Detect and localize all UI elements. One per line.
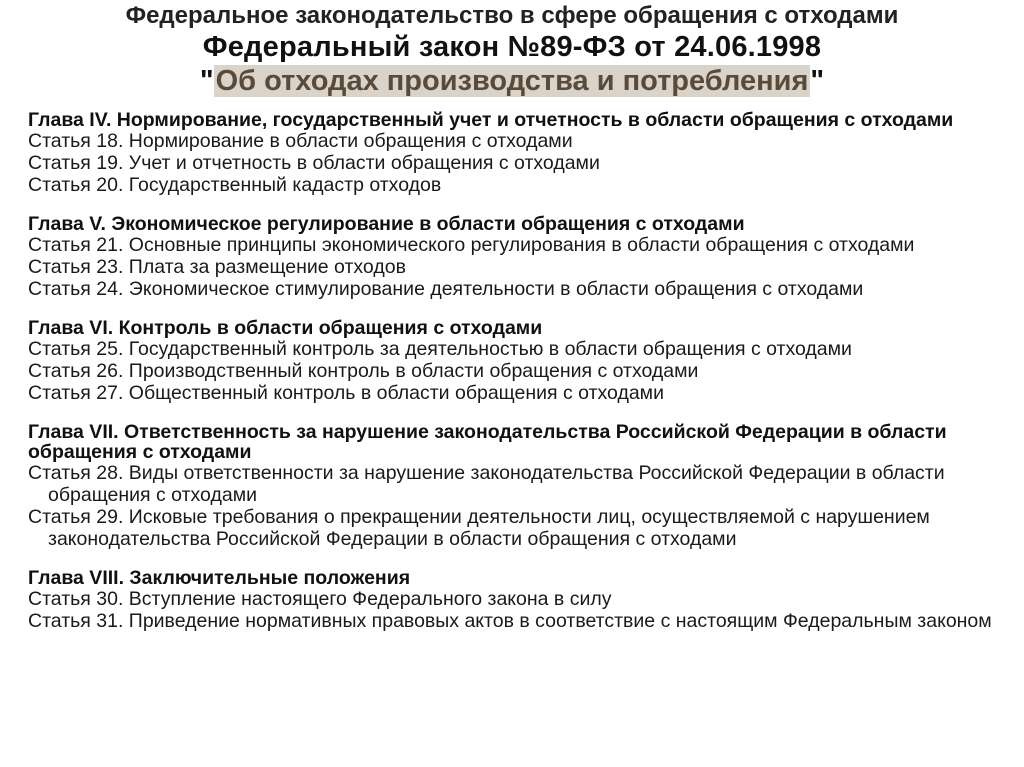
page-header (0, 2, 1024, 98)
header-quote-open: " (199, 65, 214, 97)
chapter-title: Глава VIII. Заключительные положения (28, 567, 411, 589)
header-law-title-highlight: Об отходах производства и потребления (215, 65, 809, 97)
chapter-title: Глава VI. Контроль в области обращения с отходами (28, 317, 543, 339)
chapter-title: Глава VII. Ответственность за нарушение законодательства Российской Федерации в области обращения с отходами (28, 421, 947, 463)
chapter-title: Глава V. Экономическое регулирование в области обращения с отходами (28, 213, 745, 235)
chapter-7 (28, 422, 1018, 550)
article-31: Статья 31. Приведение нормативных правовых актов в соответствие с настоящим Федеральным законом (28, 610, 992, 632)
article-26: Статья 26. Производственный контроль в области обращения с отходами (28, 360, 699, 382)
header-law-title (0, 64, 1024, 98)
article-27: Статья 27. Общественный контроль в области обращения с отходами (28, 382, 664, 404)
article-21: Статья 21. Основные принципы экономического регулирования в области обращения с отходами (28, 234, 915, 256)
article-29: Статья 29. Исковые требования о прекращении деятельности лиц, осуществляемой с нарушением законодательства Российской Федерации в области обращения с отходами (28, 506, 930, 550)
chapter-4 (28, 110, 1018, 196)
article-20: Статья 20. Государственный кадастр отходов (28, 174, 442, 196)
article-23: Статья 23. Плата за размещение отходов (28, 256, 406, 278)
article-18: Статья 18. Нормирование в области обращения с отходами (28, 130, 573, 152)
article-24: Статья 24. Экономическое стимулирование деятельности в области обращения с отходами (28, 278, 864, 300)
chapters-list (28, 110, 1018, 650)
article-19: Статья 19. Учет и отчетность в области обращения с отходами (28, 152, 600, 174)
article-30: Статья 30. Вступление настоящего Федерального закона в силу (28, 588, 612, 610)
header-title-line1: Федеральное законодательство в сфере обращения с отходами (125, 2, 899, 29)
chapter-title: Глава IV. Нормирование, государственный учет и отчетность в области обращения с отходами (28, 109, 954, 131)
header-law-number: Федеральный закон №89-ФЗ от 24.06.1998 (202, 31, 822, 63)
article-25: Статья 25. Государственный контроль за деятельностью в области обращения с отходами (28, 338, 852, 360)
header-quote-close: " (810, 65, 825, 97)
article-28: Статья 28. Виды ответственности за нарушение законодательства Российской Федерации в области обращения с отходами (28, 462, 945, 506)
chapter-6 (28, 318, 1018, 404)
chapter-8 (28, 568, 1018, 632)
chapter-5 (28, 214, 1018, 300)
